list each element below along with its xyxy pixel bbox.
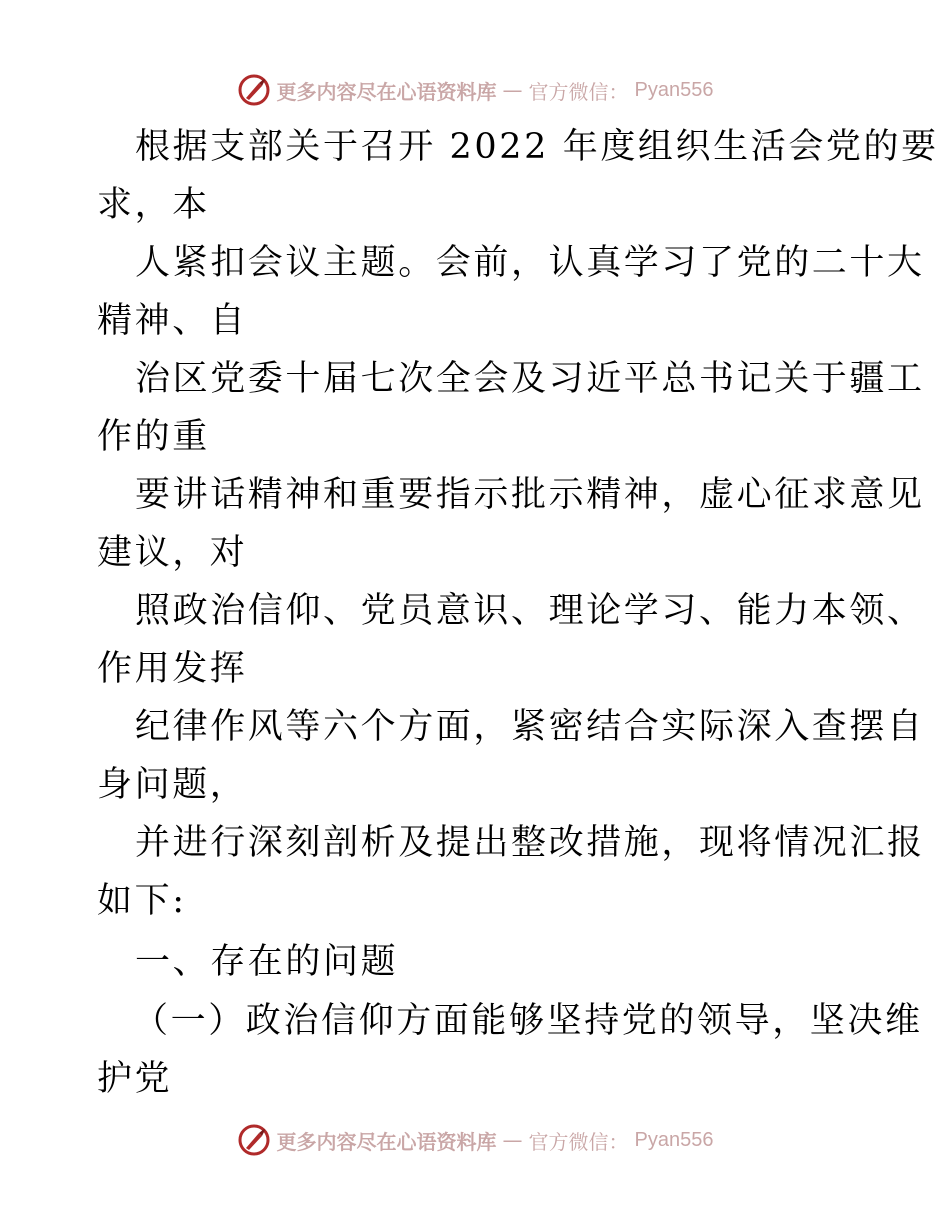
paragraph-5-line-1: 照政治信仰、党员意识、理论学习、能力本领、: [135, 591, 925, 631]
watermark-wechat-label: 官方微信：: [528, 1129, 629, 1154]
subsection-line-1: （一）政治信仰方面能够坚持党的领导，坚决维: [133, 1001, 923, 1041]
paragraph-1-line-1: 根据支部关于召开 2022 年度组织生活会党的要: [135, 127, 939, 167]
footer-watermark: [0, 1120, 950, 1160]
subsection-line-2: 护党: [97, 1059, 173, 1099]
header-watermark: [0, 70, 950, 110]
paragraph-5-line-2: 作用发挥: [97, 649, 248, 689]
watermark-separator: —: [502, 78, 523, 102]
paragraph-6-line-1: 纪律作风等六个方面，紧密结合实际深入查摆自: [135, 707, 925, 747]
paragraph-2-line-2: 精神、自: [97, 301, 248, 341]
paragraph-7-line-2: 如下:: [97, 881, 187, 921]
watermark-wechat-id: Pyan556: [634, 78, 714, 101]
quill-logo-icon: [237, 1123, 271, 1157]
watermark-text: 更多内容尽在心语资料库: [276, 1129, 497, 1154]
watermark-separator: —: [502, 1128, 523, 1152]
watermark-wechat-label: 官方微信：: [528, 79, 629, 104]
paragraph-1-line-2: 求，本: [97, 185, 210, 225]
paragraph-7-line-1: 并进行深刻剖析及提出整改措施，现将情况汇报: [135, 823, 925, 863]
paragraph-4-line-1: 要讲话精神和重要指示批示精神，虚心征求意见: [135, 475, 925, 515]
watermark-text: 更多内容尽在心语资料库: [276, 79, 497, 104]
watermark-wechat-id: Pyan556: [634, 1128, 714, 1151]
paragraph-4-line-2: 建议，对: [97, 533, 248, 573]
paragraph-3-line-1: 治区党委十届七次全会及习近平总书记关于疆工: [135, 359, 925, 399]
paragraph-3-line-2: 作的重: [97, 417, 210, 457]
section-heading: 一、存在的问题: [135, 942, 399, 982]
paragraph-6-line-2: 身问题，: [97, 765, 248, 805]
paragraph-2-line-1: 人紧扣会议主题。会前，认真学习了党的二十大: [135, 243, 925, 283]
quill-logo-icon: [237, 73, 271, 107]
